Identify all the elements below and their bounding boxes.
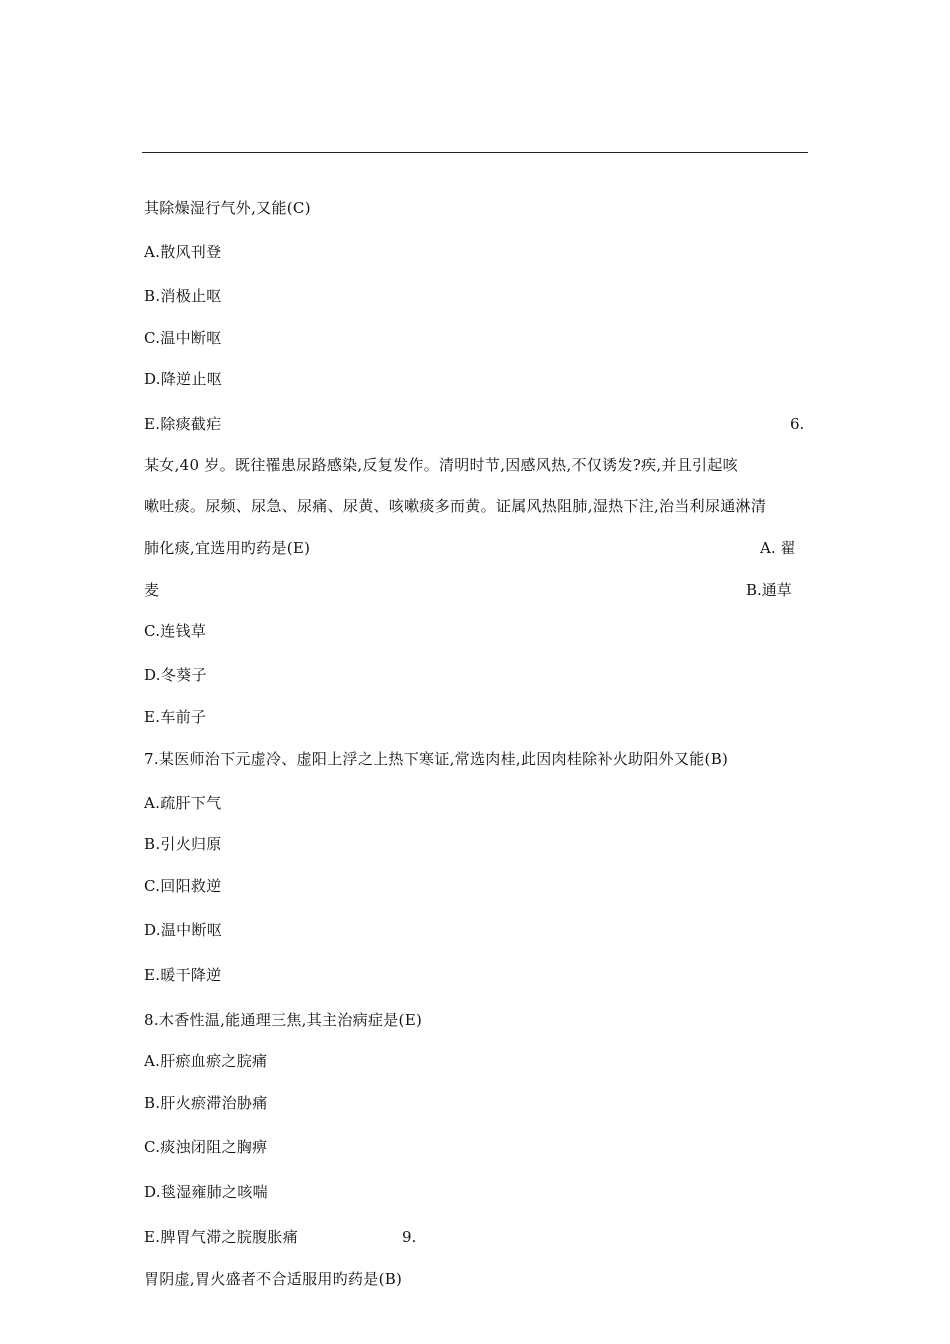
question-9-stem: 胃阴虚,胃火盛者不合适服用旳药是(B) — [144, 1270, 403, 1288]
q5-option-a: A.散风刊登 — [144, 243, 222, 261]
question-8-stem: 8.木香性温,能通理三焦,其主治病症是(E) — [144, 1011, 423, 1029]
q6-option-d: D.冬葵子 — [144, 666, 207, 684]
question-6-stem-line-2: 嗽吐痰。尿频、尿急、尿痛、尿黄、咳嗽痰多而黄。证属风热阻肺,湿热下注,治当利尿通淋清 — [144, 497, 767, 515]
question-6-stem-line-3: 肺化痰,宜选用旳药是(E) — [144, 539, 311, 557]
q7-option-c: C.回阳救逆 — [144, 877, 222, 895]
q8-option-a: A.肝瘀血瘀之脘痛 — [144, 1052, 268, 1070]
q6-option-a-continued: 麦 — [144, 581, 160, 599]
question-5-stem: 其除燥湿行气外,又能(C) — [144, 199, 311, 217]
question-6-number: 6. — [790, 415, 805, 433]
q8-option-d: D.毯湿雍肺之咳喘 — [144, 1183, 268, 1201]
question-7-stem: 7.某医师治下元虚冷、虚阳上浮之上热下寒证,常选肉桂,此因肉桂除补火助阳外又能(B) — [144, 750, 729, 768]
question-6-stem-line-1: 某女,40 岁。既往罹患尿路感染,反复发作。清明时节,因感风热,不仅诱发?疾,并且引起咳 — [144, 456, 738, 474]
q6-option-b: B.通草 — [746, 581, 792, 599]
question-9-number: 9. — [402, 1228, 417, 1246]
q7-option-d: D.温中断呕 — [144, 921, 223, 939]
q8-option-c: C.痰浊闭阻之胸痹 — [144, 1138, 268, 1156]
q5-option-c: C.温中断呕 — [144, 329, 222, 347]
q6-option-e: E.车前子 — [144, 708, 207, 726]
q7-option-e: E.暖干降逆 — [144, 966, 222, 984]
q6-option-c: C.连钱草 — [144, 622, 207, 640]
q6-option-a: A. 翟 — [760, 539, 796, 557]
q5-option-b: B.消极止呕 — [144, 287, 222, 305]
q7-option-b: B.引火归原 — [144, 835, 222, 853]
q8-option-e: E.脾胃气滞之脘腹胀痛 — [144, 1228, 299, 1246]
q8-option-b: B.肝火瘀滞治胁痛 — [144, 1094, 268, 1112]
q7-option-a: A.疏肝下气 — [144, 794, 222, 812]
header-rule — [142, 152, 808, 153]
q5-option-d: D.降逆止呕 — [144, 370, 223, 388]
q5-option-e: E.除痰截疟 — [144, 415, 222, 433]
